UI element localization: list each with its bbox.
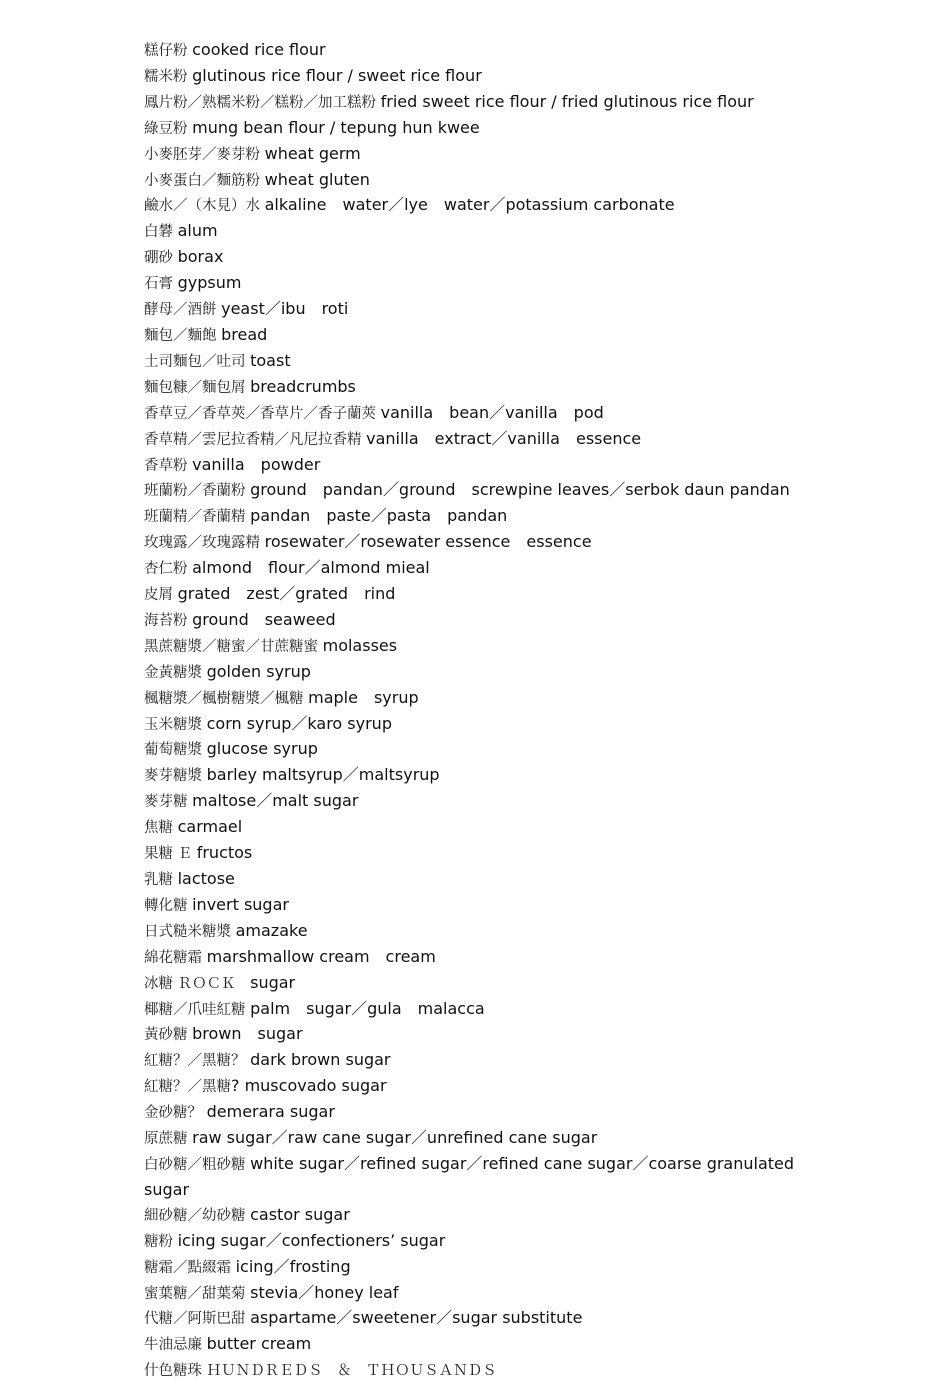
chinese-term: 綿花糖霜 — [144, 949, 207, 966]
glossary-entry — [144, 375, 824, 401]
glossary-entry — [144, 504, 824, 530]
english-term: vanilla powder — [192, 454, 321, 474]
english-term: rosewater／rosewater essence essence — [264, 532, 592, 552]
chinese-term: 金黃糖漿 — [144, 664, 207, 681]
english-term: icing／frosting — [235, 1256, 351, 1276]
english-term: carmael — [177, 817, 243, 837]
glossary-entry — [144, 349, 824, 375]
chinese-term: 麵包／麵飽 — [144, 327, 222, 344]
english-term: vanilla bean／vanilla pod — [380, 402, 604, 422]
chinese-term: 糖粉 — [144, 1233, 178, 1250]
glossary-entry — [144, 893, 824, 919]
english-term: marshmallow cream cream — [206, 946, 436, 966]
english-term: grated zest／grated rind — [177, 584, 396, 604]
chinese-term: 金砂糖？ — [144, 1105, 207, 1122]
english-term: bread — [221, 324, 268, 344]
glossary-entry — [144, 323, 824, 349]
glossary-entry — [144, 867, 824, 893]
chinese-term: 鹼水／（木見）水 — [144, 198, 265, 215]
chinese-term: 酵母／酒餅 — [144, 302, 222, 319]
english-term: sugar — [250, 972, 296, 992]
english-term: fructos — [196, 843, 253, 863]
glossary-entry — [144, 90, 824, 116]
glossary-entry — [144, 453, 824, 479]
english-term: wheat germ — [264, 143, 361, 163]
glossary-entry — [144, 763, 824, 789]
chinese-term: 細砂糖／幼砂糖 — [144, 1207, 251, 1224]
english-term: dark brown sugar — [250, 1050, 391, 1070]
glossary-entry — [144, 530, 824, 556]
english-term: ground seaweed — [192, 609, 336, 629]
glossary-entry — [144, 219, 824, 245]
glossary-entry — [144, 971, 824, 997]
english-term: white sugar／refined sugar／refined cane sugar／coarse granulated sugar — [144, 1153, 800, 1199]
english-term: alkaline water／lye water／potassium carbonate — [264, 195, 675, 215]
english-term: castor sugar — [250, 1204, 350, 1224]
english-term: glucose syrup — [206, 739, 318, 759]
glossary-entry — [144, 582, 824, 608]
glossary-entry — [144, 789, 824, 815]
glossary-entry — [144, 686, 824, 712]
chinese-term: 麥芽糖漿 — [144, 768, 207, 785]
glossary-entry — [144, 660, 824, 686]
chinese-term: 麥芽糖 — [144, 794, 193, 811]
chinese-term: 綠豆粉 — [144, 120, 193, 137]
english-term: toast — [250, 350, 291, 370]
chinese-term: 乳糖 — [144, 872, 178, 888]
chinese-term: 班蘭精／香蘭精 — [144, 509, 251, 526]
english-term: corn syrup／karo syrup — [206, 713, 392, 733]
chinese-term: 黃砂糖 — [144, 1027, 193, 1044]
english-term: borax — [177, 247, 224, 267]
glossary-entry — [144, 608, 824, 634]
glossary-entry — [144, 634, 824, 660]
english-term: demerara sugar — [206, 1102, 335, 1122]
glossary-entry — [144, 1100, 824, 1126]
chinese-term: 葡萄糖漿 — [144, 742, 207, 759]
chinese-term: 果糖 Ｅ — [144, 846, 197, 863]
chinese-term: 牛油忌廉 — [144, 1337, 207, 1354]
chinese-term: 楓糖漿／楓樹糖漿／楓糖 — [144, 690, 309, 707]
english-term: ? muscovado sugar — [231, 1076, 387, 1096]
glossary-entry — [144, 38, 824, 64]
chinese-term: 代糖／阿斯巴甜 — [144, 1311, 251, 1328]
english-term: brown sugar — [192, 1024, 303, 1044]
glossary-entry — [144, 737, 824, 763]
glossary-entry — [144, 401, 824, 427]
english-term: alum — [177, 221, 218, 241]
chinese-term: 轉化糖 — [144, 897, 193, 914]
english-term: mung bean flour / tepung hun kwee — [192, 117, 480, 137]
glossary-entry — [144, 64, 824, 90]
chinese-term: 椰糖／爪哇紅糖 — [144, 1001, 251, 1018]
glossary-entry — [144, 1022, 824, 1048]
glossary-entry — [144, 1203, 824, 1229]
chinese-term: 杏仁粉 — [144, 561, 193, 578]
english-term: vanilla extract／vanilla essence — [366, 428, 642, 448]
glossary-entry — [144, 556, 824, 582]
english-term: stevia／honey leaf — [250, 1282, 399, 1302]
glossary-entry — [144, 712, 824, 738]
chinese-term: 香草豆／香草莢／香草片／香子蘭莢 — [144, 405, 381, 422]
chinese-term: 小麥蛋白／麵筋粉 — [144, 172, 265, 189]
english-term: maple syrup — [308, 687, 419, 707]
glossary-entry — [144, 1229, 824, 1255]
chinese-term: 焦糖 — [144, 820, 178, 837]
english-term: barley maltsyrup／maltsyrup — [206, 765, 440, 785]
chinese-term: 冰糖 ＲＯＣＫ — [144, 975, 251, 992]
english-term: wheat gluten — [264, 169, 370, 189]
document-page — [144, 38, 824, 1384]
glossary-entry — [144, 168, 824, 194]
chinese-term: 石膏 — [144, 276, 178, 293]
chinese-term: 玉米糖漿 — [144, 716, 207, 733]
glossary-entry — [144, 245, 824, 271]
glossary-entry — [144, 1048, 824, 1074]
english-term: butter cream — [206, 1334, 312, 1354]
english-term: cooked rice flour — [192, 40, 326, 59]
glossary-list — [144, 38, 824, 1384]
glossary-entry — [144, 297, 824, 323]
chinese-term: 糯米粉 — [144, 68, 193, 85]
glossary-entry — [144, 1281, 824, 1307]
glossary-entry — [144, 919, 824, 945]
glossary-entry — [144, 142, 824, 168]
english-term: breadcrumbs — [250, 376, 356, 396]
english-term: lactose — [177, 869, 235, 888]
glossary-entry — [144, 1332, 824, 1358]
english-term: icing sugar／confectioners’ sugar — [177, 1230, 446, 1250]
chinese-term: 日式糙米糖漿 — [144, 923, 236, 940]
english-term: yeast／ibu roti — [221, 299, 349, 319]
english-term: ground pandan／ground screwpine leaves／serbok daun pandan — [250, 480, 790, 500]
glossary-entry — [144, 116, 824, 142]
english-term: pandan paste／pasta pandan — [250, 506, 508, 526]
english-term: raw sugar／raw cane sugar／unrefined cane sugar — [192, 1128, 598, 1148]
glossary-entry — [144, 427, 824, 453]
glossary-entry — [144, 271, 824, 297]
chinese-term: 皮屑 — [144, 587, 178, 604]
chinese-term: 紅糖？／黑糖？ — [144, 1053, 251, 1070]
chinese-term: 糕仔粉 — [144, 43, 193, 59]
glossary-entry — [144, 478, 824, 504]
english-term: golden syrup — [206, 661, 311, 681]
english-term: fried sweet rice flour / fried glutinous rice flour — [380, 91, 754, 111]
english-term: invert sugar — [192, 894, 289, 914]
chinese-term: 海苔粉 — [144, 612, 193, 629]
english-term: almond flour／almond mieal — [192, 558, 430, 578]
chinese-term: 硼砂 — [144, 250, 178, 267]
english-term: palm sugar／gula malacca — [250, 998, 485, 1018]
english-term: glutinous rice flour / sweet rice flour — [192, 65, 482, 85]
english-term: molasses — [322, 635, 398, 655]
chinese-term: 鳳片粉／熟糯米粉／糕粉／加工糕粉 — [144, 94, 381, 111]
chinese-term: 糖霜／點綴霜 — [144, 1259, 236, 1276]
glossary-entry — [144, 841, 824, 867]
chinese-term: 班蘭粉／香蘭粉 — [144, 483, 251, 500]
chinese-term: 黑蔗糖漿／糖蜜／甘蔗糖蜜 — [144, 638, 323, 655]
glossary-entry — [144, 1358, 824, 1384]
english-term: aspartame／sweetener／sugar substitute — [250, 1308, 583, 1328]
glossary-entry — [144, 1152, 824, 1203]
glossary-entry — [144, 815, 824, 841]
chinese-term: 香草粉 — [144, 457, 193, 474]
english-term: gypsum — [177, 273, 242, 293]
glossary-entry — [144, 1074, 824, 1100]
chinese-term: 小麥胚芽／麥芽粉 — [144, 146, 265, 163]
chinese-term: 原蔗糖 — [144, 1131, 193, 1148]
chinese-term: 紅糖？／黑糖 — [144, 1079, 231, 1096]
english-term: maltose／malt sugar — [192, 791, 359, 811]
glossary-entry — [144, 997, 824, 1023]
glossary-entry — [144, 1126, 824, 1152]
glossary-entry — [144, 193, 824, 219]
chinese-term: 土司麵包／吐司 — [144, 353, 251, 370]
chinese-term: 白礬 — [144, 224, 178, 241]
glossary-entry — [144, 945, 824, 971]
chinese-term: 香草精／雲尼拉香精／凡尼拉香精 — [144, 431, 367, 448]
chinese-term: 麵包糠／麵包屑 — [144, 379, 251, 396]
glossary-entry — [144, 1306, 824, 1332]
english-term: amazake — [235, 920, 308, 940]
glossary-entry — [144, 1255, 824, 1281]
chinese-term: 什色糖珠 ＨＵＮＤＲＥＤＳ ＆ ＴＨＯＵＳＡＮＤＳ — [144, 1363, 497, 1380]
chinese-term: 玫瑰露／玫瑰露精 — [144, 535, 265, 552]
chinese-term: 白砂糖／粗砂糖 — [144, 1156, 251, 1173]
chinese-term: 蜜葉糖／甜葉菊 — [144, 1285, 251, 1302]
